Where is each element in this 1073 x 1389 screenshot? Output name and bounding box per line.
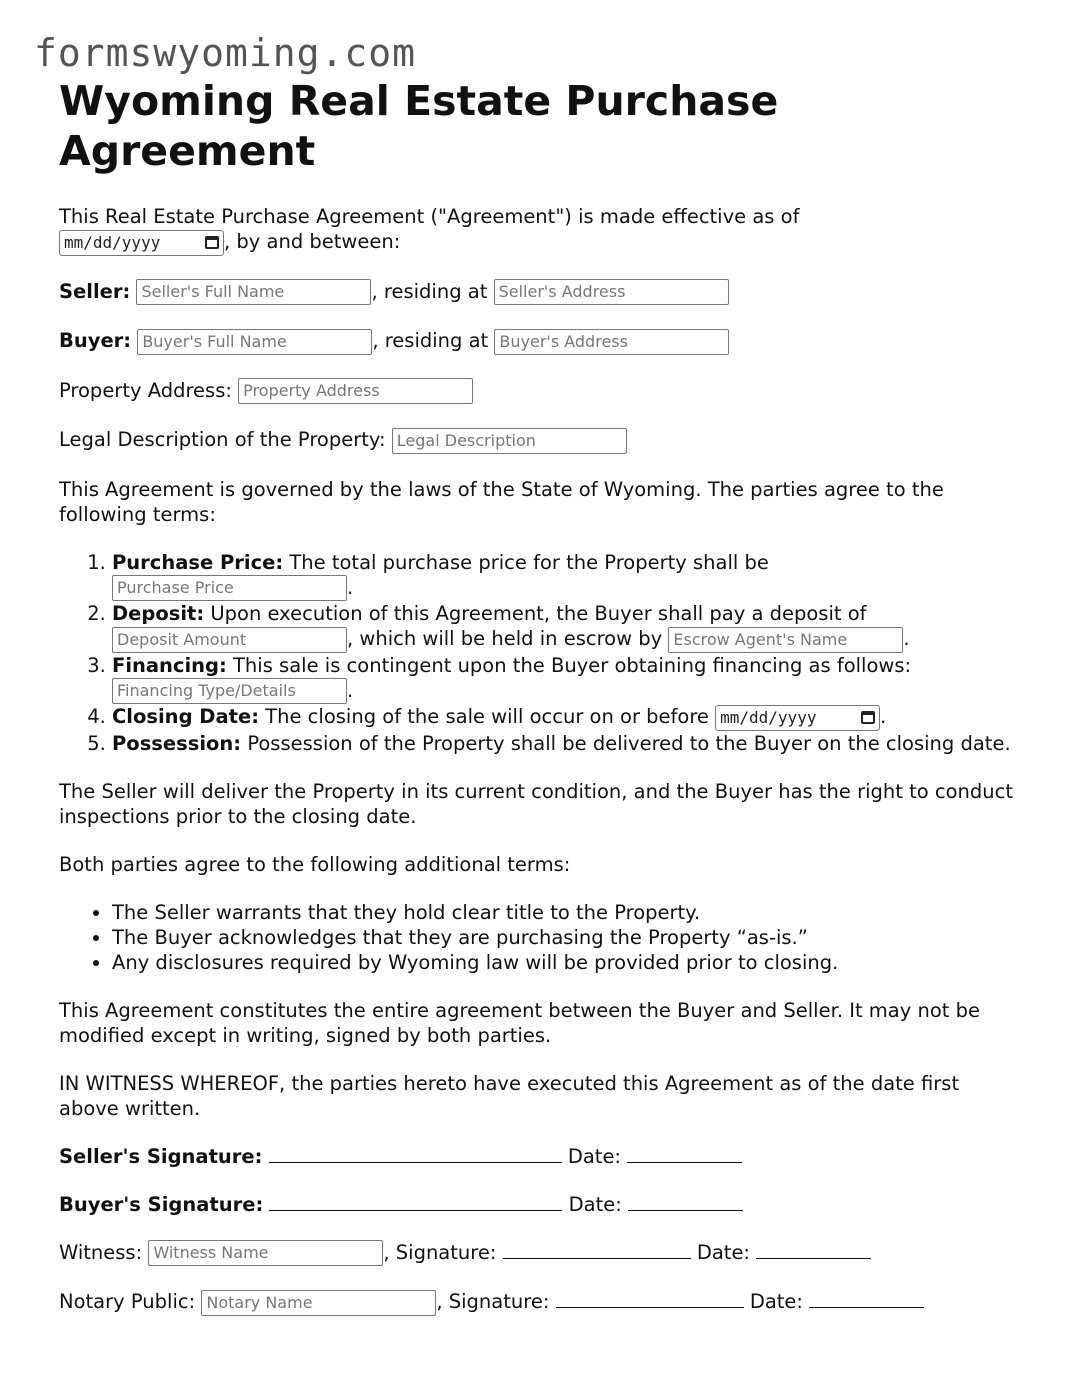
purchase-price-field[interactable]: Purchase Price [112,575,347,601]
notary-date-blank[interactable] [809,1289,924,1308]
witness-date-blank[interactable] [756,1240,871,1259]
notary-name-field[interactable]: Notary Name [201,1290,436,1316]
list-item: 4. Closing Date: The closing of the sale will occur on or before mm/dd/yyyy . [112,704,1019,731]
buyer-signature-line: Buyer's Signature: Date: [59,1192,1019,1217]
condition-paragraph: The Seller will deliver the Property in its current condition, and the Buyer has the right to conduct inspections prior to the closing date. [59,779,1014,828]
witness-line: Witness: Witness Name , Signature: Date: [59,1240,1019,1267]
list-item: • The Seller warrants that they hold clear title to the Property. [112,900,1019,925]
notary-signature-blank[interactable] [556,1289,744,1308]
effective-date-input[interactable]: mm/dd/yyyy [59,230,224,256]
intro-paragraph: This Real Estate Purchase Agreement ("Agreement") is made effective as of mm/dd/yyyy , by and between: [59,204,1019,256]
buyer-line: Buyer: Buyer's Full Name , residing at Buyer's Address [59,328,1019,355]
financing-details-field[interactable]: Financing Type/Details [112,678,347,704]
list-item: • The Buyer acknowledges that they are purchasing the Property “as-is.” [112,925,1019,950]
witness-signature-blank[interactable] [503,1240,691,1259]
witness-clause: IN WITNESS WHEREOF, the parties hereto have executed this Agreement as of the date first above written. [59,1071,960,1120]
buyer-signature-blank[interactable] [269,1192,562,1211]
closing-date-input[interactable]: mm/dd/yyyy [715,705,880,731]
legal-line: Legal Description of the Property: Legal Description [59,427,1019,454]
legal-description-field[interactable]: Legal Description [392,428,627,454]
page-title: Wyoming Real Estate Purchase Agreement [59,77,779,175]
witness-name-field[interactable]: Witness Name [148,1240,383,1266]
terms-list [59,550,1019,756]
property-line: Property Address: Property Address [59,378,1019,405]
list-item: 1. Purchase Price: The total purchase price for the Property shall be Purchase Price . [112,550,1019,602]
seller-signature-blank[interactable] [269,1144,562,1163]
site-watermark: formswyoming.com [34,31,417,75]
additional-intro: Both parties agree to the following additional terms: [59,852,571,876]
seller-name-field[interactable]: Seller's Full Name [136,279,371,305]
seller-address-field[interactable]: Seller's Address [494,279,729,305]
buyer-address-field[interactable]: Buyer's Address [494,329,729,355]
entire-agreement-paragraph: This Agreement constitutes the entire agreement between the Buyer and Seller. It may not be modified except in writing, signed by both parties. [59,998,981,1047]
calendar-icon [205,236,219,249]
seller-signature-line: Seller's Signature: Date: [59,1144,1019,1169]
notary-line: Notary Public: Notary Name , Signature: Date: [59,1289,1019,1316]
list-item: 5. Possession: Possession of the Property shall be delivered to the Buyer on the closing date. [112,731,1019,756]
calendar-icon [861,711,875,724]
seller-date-blank[interactable] [627,1144,742,1163]
list-item: • Any disclosures required by Wyoming law will be provided prior to closing. [112,950,1019,975]
seller-line: Seller: Seller's Full Name , residing at Seller's Address [59,279,1019,306]
governing-paragraph: This Agreement is governed by the laws of the State of Wyoming. The parties agree to the following terms: [59,477,944,526]
escrow-agent-field[interactable]: Escrow Agent's Name [668,627,903,653]
buyer-date-blank[interactable] [628,1192,743,1211]
list-item: 3. Financing: This sale is contingent upon the Buyer obtaining financing as follows: Financing Type/Details . [112,653,1019,705]
list-item: 2. Deposit: Upon execution of this Agreement, the Buyer shall pay a deposit of Deposit Amount , which will be held in escrow by Escrow Agent's Name . [112,601,1019,653]
property-address-field[interactable]: Property Address [238,378,473,404]
deposit-amount-field[interactable]: Deposit Amount [112,627,347,653]
additional-terms-list [59,900,1019,975]
agreement-document [59,76,1019,1339]
buyer-name-field[interactable]: Buyer's Full Name [137,329,372,355]
